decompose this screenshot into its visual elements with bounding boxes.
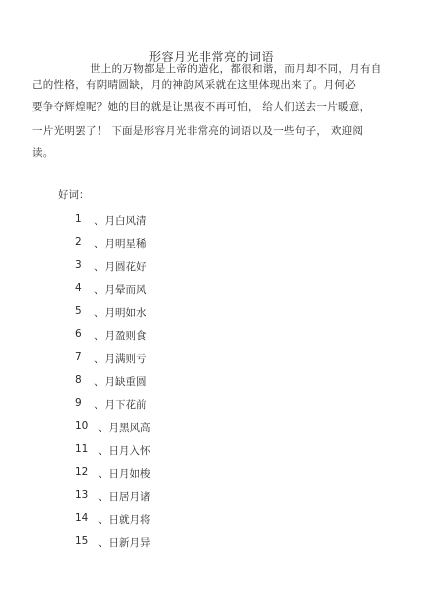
- item-term: 、日就月将: [98, 514, 151, 526]
- item-number: 1: [75, 213, 82, 225]
- document-title: 形容月光非常亮的词语: [148, 50, 274, 64]
- list-item: [0, 295, 423, 318]
- item-term: 、月黑风高: [98, 422, 151, 434]
- item-term: 、月满则亏: [94, 353, 147, 365]
- paragraph-line: 读。: [32, 147, 54, 159]
- intro-paragraph-cont: [32, 125, 372, 137]
- item-term: 、日月入怀: [98, 445, 151, 457]
- item-term: 、月缺重圆: [94, 376, 147, 388]
- list-item: [0, 203, 423, 226]
- list-item: [0, 364, 423, 387]
- list-item: [0, 525, 423, 548]
- item-term: 、月下花前: [94, 399, 147, 411]
- item-number: 12: [75, 466, 89, 478]
- list-item: [0, 410, 423, 433]
- terms-list: [0, 203, 423, 548]
- item-term: 、日月如梭: [98, 468, 151, 480]
- item-number: 5: [75, 305, 82, 317]
- item-number: 8: [75, 374, 82, 386]
- item-number: 6: [75, 328, 82, 340]
- list-item: [0, 341, 423, 364]
- list-item: [0, 387, 423, 410]
- item-term: 、月明星稀: [94, 238, 147, 250]
- paragraph-line: 一片光明罢了！ 下面是形容月光非常亮的词语以及一些句子， 欢迎阅: [32, 125, 364, 137]
- intro-paragraph-cont: [32, 101, 372, 113]
- list-item: [0, 502, 423, 525]
- list-item: [0, 249, 423, 272]
- item-term: 、月晕而风: [94, 284, 147, 296]
- item-number: 14: [75, 512, 89, 524]
- list-item: [0, 318, 423, 341]
- item-number: 15: [75, 535, 89, 547]
- item-number: 13: [75, 489, 89, 501]
- item-number: 10: [75, 420, 89, 432]
- item-term: 、月圆花好: [94, 261, 147, 273]
- item-term: 、月明如水: [94, 307, 147, 319]
- intro-paragraph: [32, 63, 382, 75]
- intro-paragraph-cont: [32, 79, 372, 91]
- list-item: [0, 456, 423, 479]
- paragraph-line: 世上的万物都是上帝的造化，都很和谐，而月却不同，月有自: [90, 63, 382, 75]
- item-number: 9: [75, 397, 82, 409]
- list-item: [0, 433, 423, 456]
- item-number: 4: [75, 282, 82, 294]
- item-number: 3: [75, 259, 82, 271]
- item-number: 11: [75, 443, 89, 455]
- item-number: 2: [75, 236, 82, 248]
- item-term: 、日居月诸: [98, 491, 151, 503]
- list-item: [0, 226, 423, 249]
- paragraph-line: 己的性格，有阴晴圆缺，月的神韵风采就在这里体现出来了。月何必: [32, 79, 356, 91]
- paragraph-line: 要争夺辉煌呢？她的目的就是让黑夜不再可怕， 给人们送去一片暖意，: [32, 101, 371, 113]
- item-number: 7: [75, 351, 82, 363]
- list-item: [0, 479, 423, 502]
- item-term: 、月盈则食: [94, 330, 147, 342]
- item-term: 、月白风清: [94, 215, 147, 227]
- section-subheading: 好词：: [58, 189, 90, 201]
- item-term: 、日新月异: [98, 537, 151, 549]
- intro-paragraph-cont: [32, 147, 372, 159]
- list-item: [0, 272, 423, 295]
